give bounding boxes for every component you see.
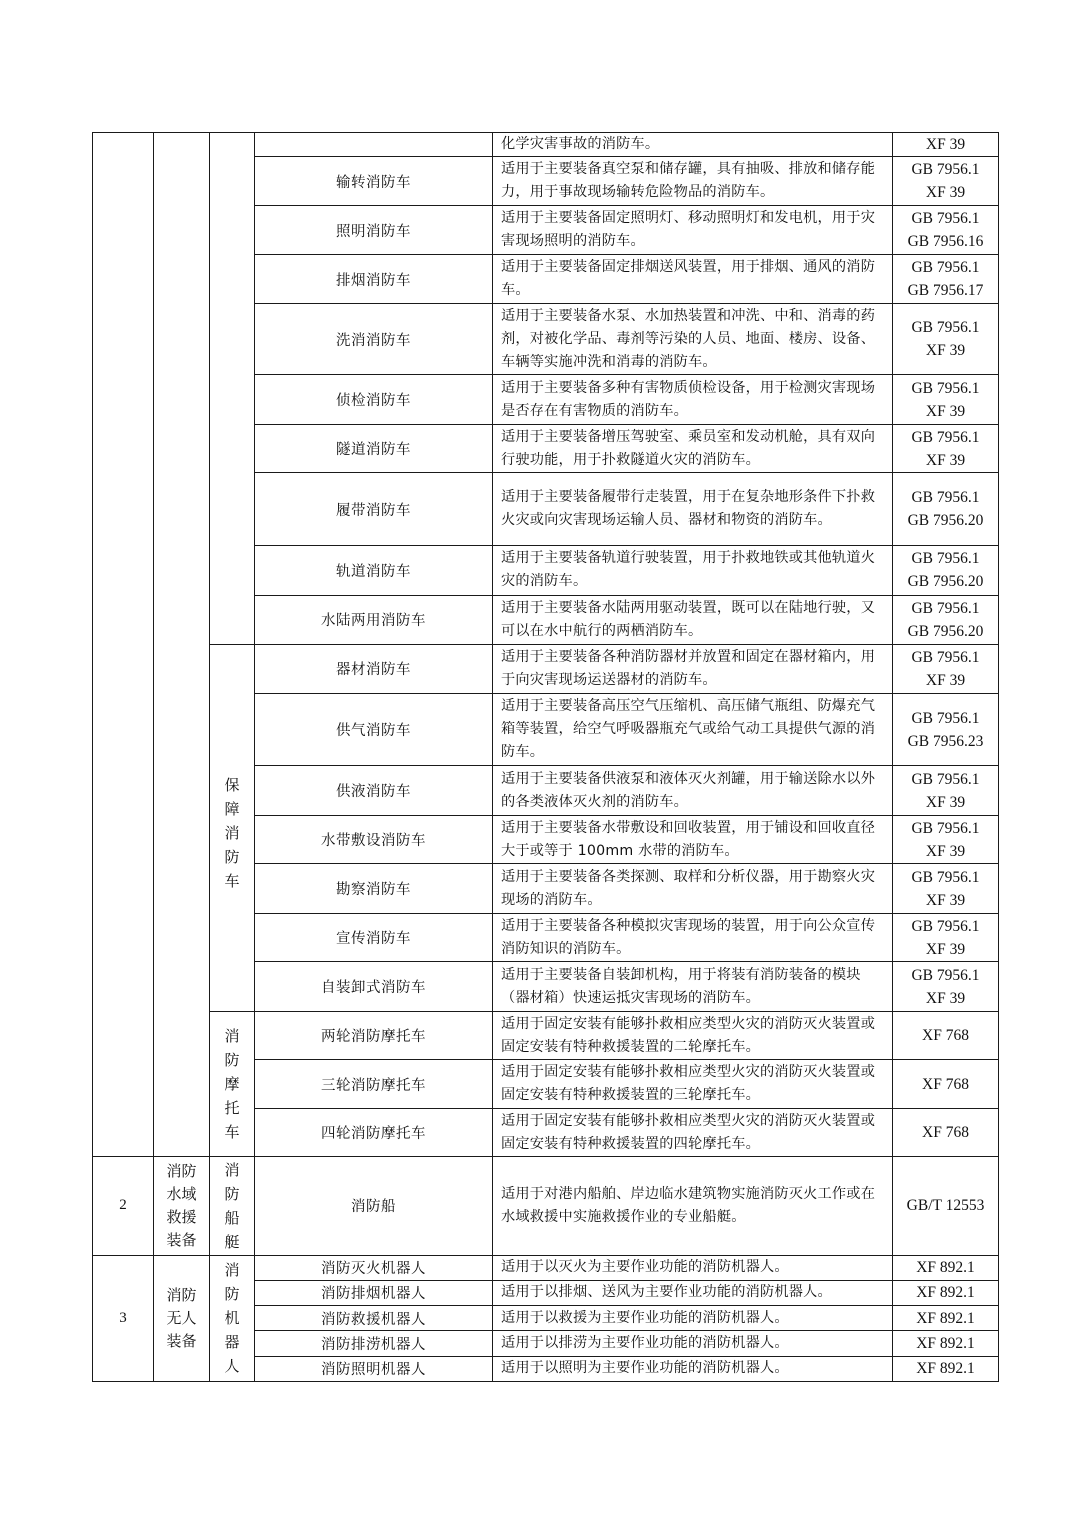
equipment-description: 适用于主要装备水泵、水加热装置和冲洗、中和、消毒的药剂，对被化学品、毒剂等污染的人员、地面、楼房、设备、车辆等实施冲洗和消毒的消防车。 <box>493 303 893 375</box>
equipment-name: 照明消防车 <box>255 205 493 255</box>
equipment-description: 适用于固定安装有能够扑救相应类型火灾的消防灭火装置或固定安装有特种救援装置的四轮摩托车。 <box>493 1108 893 1157</box>
equipment-name: 消防灭火机器人 <box>255 1255 493 1280</box>
standard-codes <box>893 1157 999 1255</box>
table-body <box>93 133 999 1382</box>
vertical-char: GB 7956.16 <box>907 233 984 250</box>
vertical-char: 防 <box>224 1184 240 1203</box>
equipment-name: 履带消防车 <box>255 473 493 546</box>
vertical-char: 障 <box>224 799 240 818</box>
vertical-char: 消 <box>224 1261 240 1280</box>
vertical-char: 消 <box>224 823 240 842</box>
standard-codes <box>893 815 999 864</box>
equipment-description: 适用于以灭火为主要作业功能的消防机器人。 <box>493 1255 893 1280</box>
vertical-char: XF 39 <box>925 671 966 689</box>
equipment-description: 适用于以排涝为主要作业功能的消防机器人。 <box>493 1331 893 1356</box>
vertical-char: 水域 <box>166 1184 197 1203</box>
standard-codes <box>893 595 999 645</box>
equipment-name <box>255 133 493 157</box>
equipment-description: 适用于主要装备履带行走装置，用于在复杂地形条件下扑救火灾或向灾害现场运输人员、器材和物资的消防车。 <box>493 473 893 546</box>
vertical-char: XF 768 <box>922 1075 969 1093</box>
equipment-description: 适用于主要装备增压驾驶室、乘员室和发动机舱，具有双向行驶功能，用于扑救隧道火灾的消防车。 <box>493 424 893 473</box>
vertical-char: GB 7956.1 <box>911 428 980 446</box>
vertical-char: GB 7956.1 <box>911 319 980 337</box>
table-row <box>93 645 999 694</box>
equipment-description: 适用于主要装备固定排烟送风装置，用于排烟、通风的消防车。 <box>493 255 893 304</box>
equipment-name: 侦检消防车 <box>255 375 493 425</box>
vertical-char: XF 39 <box>925 342 966 360</box>
vertical-char: XF 39 <box>925 793 966 811</box>
equipment-description: 适用于以排烟、送风为主要作业功能的消防机器人。 <box>493 1280 893 1305</box>
equipment-description: 适用于主要装备高压空气压缩机、高压储气瓶组、防爆充气箱等装置，给空气呼吸器瓶充气或给气动工具提供气源的消防车。 <box>493 693 893 766</box>
standard-codes <box>893 1331 999 1356</box>
vertical-char: XF 892.1 <box>916 1309 975 1327</box>
vertical-char: GB 7956.1 <box>911 868 980 886</box>
standard-codes <box>893 157 999 206</box>
vertical-char: XF 39 <box>925 940 966 958</box>
standard-codes <box>893 962 999 1012</box>
equipment-name: 消防船 <box>255 1157 493 1255</box>
vertical-char: GB 7956.1 <box>911 917 980 935</box>
equipment-name: 洗消消防车 <box>255 303 493 375</box>
table-row <box>93 133 999 157</box>
equipment-name: 供液消防车 <box>255 766 493 816</box>
equipment-description: 适用于主要装备轨道行驶装置，用于扑救地铁或其他轨道火灾的消防车。 <box>493 546 893 596</box>
standard-codes <box>893 766 999 816</box>
subcategory-fire-motorcycles <box>210 1011 255 1157</box>
equipment-name: 输转消防车 <box>255 157 493 206</box>
standard-codes <box>893 546 999 596</box>
vertical-char: GB 7956.1 <box>911 709 980 727</box>
standard-codes <box>893 913 999 962</box>
equipment-name: 排烟消防车 <box>255 255 493 304</box>
section-number: 2 <box>93 1157 154 1255</box>
vertical-char: XF 768 <box>922 1027 969 1045</box>
equipment-name: 勘察消防车 <box>255 864 493 914</box>
table-row <box>93 1011 999 1060</box>
vertical-char: GB 7956.1 <box>911 379 980 397</box>
equipment-name: 供气消防车 <box>255 693 493 766</box>
vertical-char: 消防 <box>166 1161 197 1180</box>
subcategory-cell <box>210 133 255 645</box>
table-row <box>93 1255 999 1280</box>
vertical-char: XF 892.1 <box>916 1334 975 1352</box>
equipment-name: 两轮消防摩托车 <box>255 1011 493 1060</box>
vertical-char: GB 7956.20 <box>907 622 984 640</box>
standard-codes <box>893 645 999 694</box>
standard-codes <box>893 133 999 157</box>
equipment-description: 适用于以照明为主要作业功能的消防机器人。 <box>493 1356 893 1382</box>
vertical-char: 器 <box>224 1333 240 1352</box>
vertical-char: 防 <box>224 847 240 866</box>
equipment-description: 适用于主要装备各种消防器材并放置和固定在器材箱内，用于向灾害现场运送器材的消防车。 <box>493 645 893 694</box>
equipment-name: 水陆两用消防车 <box>255 595 493 645</box>
vertical-char: XF 768 <box>922 1124 969 1142</box>
standard-codes <box>893 473 999 546</box>
vertical-char: GB 7956.1 <box>911 259 980 276</box>
standard-codes <box>893 1306 999 1331</box>
standard-codes <box>893 303 999 375</box>
standard-codes <box>893 693 999 766</box>
equipment-name: 消防排烟机器人 <box>255 1280 493 1305</box>
vertical-char: GB 7956.1 <box>911 210 980 227</box>
equipment-description: 适用于主要装备固定照明灯、移动照明灯和发电机，用于灾害现场照明的消防车。 <box>493 205 893 255</box>
standard-codes <box>893 1060 999 1109</box>
vertical-char: 消防 <box>166 1285 197 1304</box>
standard-codes <box>893 424 999 473</box>
equipment-name: 消防救援机器人 <box>255 1306 493 1331</box>
equipment-name: 隧道消防车 <box>255 424 493 473</box>
vertical-char: XF 892.1 <box>916 1284 975 1302</box>
vertical-char: GB 7956.1 <box>911 819 980 837</box>
vertical-char: XF 892.1 <box>916 1360 975 1378</box>
vertical-char: 艇 <box>224 1232 240 1251</box>
category-water-rescue <box>154 1157 210 1255</box>
vertical-char: XF 39 <box>925 842 966 860</box>
vertical-char: 保 <box>224 775 240 794</box>
standard-codes <box>893 1255 999 1280</box>
vertical-char: GB 7956.1 <box>911 648 980 666</box>
vertical-char: 装备 <box>166 1230 197 1249</box>
subcategory-support-vehicles <box>210 645 255 1012</box>
equipment-description: 适用于以救援为主要作业功能的消防机器人。 <box>493 1306 893 1331</box>
vertical-char: 装备 <box>166 1331 197 1350</box>
equipment-description: 适用于对港内船舶、岸边临水建筑物实施消防灭火工作或在水域救援中实施救援作业的专业船艇。 <box>493 1157 893 1255</box>
equipment-description: 适用于主要装备水带敷设和回收装置，用于铺设和回收直径大于或等于 100mm 水带的消防车。 <box>493 815 893 864</box>
section-number: 3 <box>93 1255 154 1382</box>
vertical-char: GB 7956.1 <box>911 161 980 178</box>
vertical-char: 人 <box>224 1357 240 1376</box>
vertical-char: XF 39 <box>925 891 966 909</box>
vertical-char: XF 39 <box>925 184 966 201</box>
vertical-char: GB 7956.20 <box>907 512 984 530</box>
standard-codes <box>893 1280 999 1305</box>
equipment-description: 适用于主要装备多种有害物质侦检设备，用于检测灾害现场是否存在有害物质的消防车。 <box>493 375 893 425</box>
vertical-char: 车 <box>224 1123 240 1142</box>
vertical-char: 救援 <box>166 1207 197 1226</box>
vertical-char: 车 <box>224 871 240 890</box>
equipment-description: 化学灾害事故的消防车。 <box>493 133 893 157</box>
vertical-char: 船 <box>224 1208 240 1227</box>
category-unmanned <box>154 1255 210 1382</box>
standard-codes <box>893 205 999 255</box>
standard-codes <box>893 1108 999 1157</box>
vertical-char: 无人 <box>166 1308 197 1327</box>
standard-codes <box>893 1011 999 1060</box>
equipment-description: 适用于主要装备自装卸机构，用于将装有消防装备的模块（器材箱）快速运抵灾害现场的消防车。 <box>493 962 893 1012</box>
vertical-char: 消 <box>224 1027 240 1046</box>
vertical-char: GB 7956.1 <box>911 770 980 788</box>
equipment-name: 轨道消防车 <box>255 546 493 596</box>
equipment-description: 适用于主要装备供液泵和液体灭火剂罐，用于输送除水以外的各类液体灭火剂的消防车。 <box>493 766 893 816</box>
equipment-name: 水带敷设消防车 <box>255 815 493 864</box>
equipment-description: 适用于固定安装有能够扑救相应类型火灾的消防灭火装置或固定安装有特种救援装置的三轮摩托车。 <box>493 1060 893 1109</box>
vertical-char: 消 <box>224 1160 240 1179</box>
standard-codes <box>893 1356 999 1382</box>
equipment-name: 消防照明机器人 <box>255 1356 493 1382</box>
vertical-char: GB 7956.1 <box>911 599 980 617</box>
vertical-char: XF 39 <box>925 989 966 1007</box>
subcategory-fire-boats <box>210 1157 255 1255</box>
equipment-name: 三轮消防摩托车 <box>255 1060 493 1109</box>
vertical-char: GB 7956.17 <box>907 282 984 299</box>
equipment-description: 适用于固定安装有能够扑救相应类型火灾的消防灭火装置或固定安装有特种救援装置的二轮摩托车。 <box>493 1011 893 1060</box>
standard-codes <box>893 375 999 425</box>
standard-codes <box>893 255 999 304</box>
vertical-char: GB 7956.20 <box>907 573 984 591</box>
equipment-standards-table <box>92 132 999 1382</box>
equipment-description: 适用于主要装备各种模拟灾害现场的装置，用于向公众宣传消防知识的消防车。 <box>493 913 893 962</box>
vertical-char: XF 39 <box>925 402 966 420</box>
equipment-name: 消防排涝机器人 <box>255 1331 493 1356</box>
vertical-char: XF 39 <box>925 136 966 154</box>
vertical-char: GB/T 12553 <box>906 1197 985 1215</box>
vertical-char: GB 7956.1 <box>911 550 980 568</box>
equipment-description: 适用于主要装备水陆两用驱动装置，既可以在陆地行驶，又可以在水中航行的两栖消防车。 <box>493 595 893 645</box>
category-cell <box>154 133 210 1157</box>
vertical-char: 机 <box>224 1309 240 1328</box>
equipment-name: 器材消防车 <box>255 645 493 694</box>
vertical-char: GB 7956.1 <box>911 966 980 984</box>
vertical-char: GB 7956.23 <box>907 732 984 750</box>
vertical-char: 防 <box>224 1285 240 1304</box>
vertical-char: XF 39 <box>925 451 966 469</box>
equipment-name: 四轮消防摩托车 <box>255 1108 493 1157</box>
equipment-name: 自装卸式消防车 <box>255 962 493 1012</box>
equipment-description: 适用于主要装备真空泵和储存罐，具有抽吸、排放和储存能力，用于事故现场输转危险物品的消防车。 <box>493 157 893 206</box>
vertical-char: 防 <box>224 1051 240 1070</box>
section-number-cell <box>93 133 154 1157</box>
vertical-char: 托 <box>224 1099 240 1118</box>
vertical-char: XF 892.1 <box>916 1259 975 1277</box>
equipment-name: 宣传消防车 <box>255 913 493 962</box>
standard-codes <box>893 864 999 914</box>
table-row <box>93 1157 999 1255</box>
equipment-description: 适用于主要装备各类探测、取样和分析仪器，用于勘察火灾现场的消防车。 <box>493 864 893 914</box>
vertical-char: 摩 <box>224 1075 240 1094</box>
subcategory-fire-robots <box>210 1255 255 1382</box>
vertical-char: GB 7956.1 <box>911 489 980 507</box>
